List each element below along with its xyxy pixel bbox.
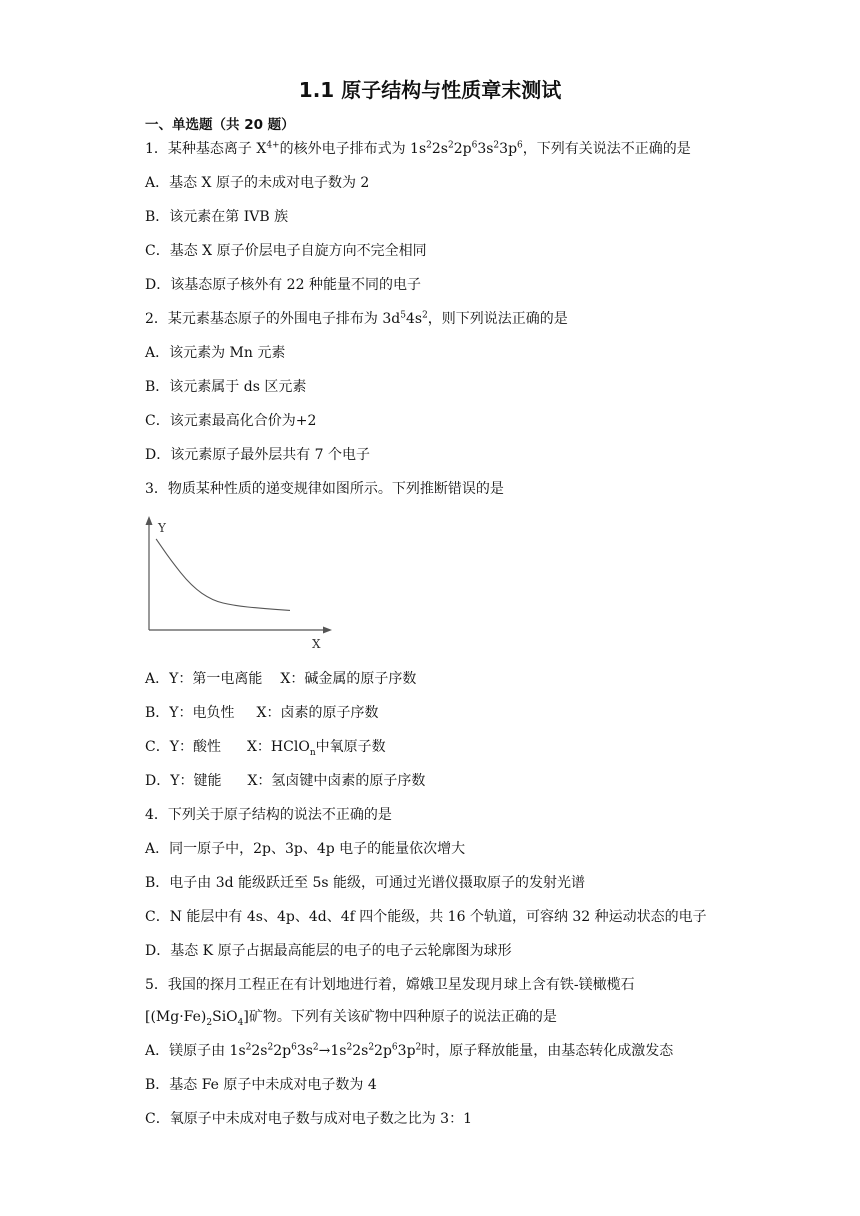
question-2-option-a: A．该元素为 Mn 元素 (145, 345, 286, 361)
question-1-option-b: B．该元素在第 IVB 族 (145, 209, 289, 225)
question-3-figure (140, 512, 340, 652)
question-3-option-b: B．Y：电负性 X：卤素的原子序数 (145, 705, 379, 721)
question-3-stem: 3．物质某种性质的递变规律如图所示。下列推断错误的是 (145, 481, 504, 497)
question-3-option-a: A．Y：第一电离能 X：碱金属的原子序数 (145, 671, 417, 687)
x-axis-arrow (323, 627, 332, 634)
question-1-option-d: D．该基态原子核外有 22 种能量不同的电子 (145, 277, 421, 293)
section-heading: 一、单选题（共 20 题） (145, 117, 295, 133)
question-5-option-c: C．氧原子中未成对电子数与成对电子数之比为 3：1 (145, 1111, 472, 1127)
question-2-option-b: B．该元素属于 ds 区元素 (145, 379, 307, 395)
question-5-stem-line1: 5．我国的探月工程正在有计划地进行着，嫦娥卫星发现月球上含有铁-镁橄榄石 (145, 977, 635, 993)
question-1-option-a: A．基态 X 原子的未成对电子数为 2 (145, 175, 370, 191)
question-4-option-d: D．基态 K 原子占据最高能层的电子的电子云轮廓图为球形 (145, 943, 512, 959)
question-4-option-b: B．电子由 3d 能级跃迁至 5s 能级，可通过光谱仪摄取原子的发射光谱 (145, 875, 586, 891)
question-3-option-c: C．Y：酸性 X：HClO$_n$中氧原子数 (145, 739, 386, 758)
question-2-stem: 2．某元素基态原子的外围电子排布为 $3d^54s^2$，则下列说法正确的是 (145, 310, 568, 327)
question-5-option-a: A．镁原子由 $1s^22s^22p^63s^2\to 1s^22s^22p^63p^2$时，原子释放能量，由基态转化成激发态 (145, 1042, 674, 1059)
question-1-option-c: C．基态 X 原子价层电子自旋方向不完全相同 (145, 243, 427, 259)
y-axis-label: Y (158, 521, 166, 535)
question-5-option-b: B．基态 Fe 原子中未成对电子数为 4 (145, 1077, 377, 1093)
question-2-option-d: D．该元素原子最外层共有 7 个电子 (145, 447, 371, 463)
page-title: 1.1 原子结构与性质章末测试 (298, 78, 562, 102)
question-4-option-a: A．同一原子中，2p、3p、4p 电子的能量依次增大 (145, 841, 466, 857)
question-3-option-d: D．Y：键能 X：氢卤键中卤素的原子序数 (145, 773, 426, 789)
series-curve (156, 539, 290, 611)
question-4-stem: 4．下列关于原子结构的说法不正确的是 (145, 807, 392, 823)
question-1-stem: 1．某种基态离子 $X^{4+}$的核外电子排布式为 $1s^22s^22p^63s^23p^6$，下列有关说法不正确的是 (145, 140, 691, 157)
x-axis-label: X (312, 637, 321, 651)
question-2-option-c: C．该元素最高化合价为+2 (145, 413, 317, 429)
question-4-option-c: C．N 能层中有 4s、4p、4d、4f 四个能级，共 16 个轨道，可容纳 32 种运动状态的电子 (145, 909, 707, 925)
y-axis-arrow (146, 516, 153, 525)
question-5-stem-line2: $[(Mg\cdot Fe)_2SiO_4]$矿物。下列有关该矿物中四种原子的说法正确的是 (145, 1009, 557, 1028)
